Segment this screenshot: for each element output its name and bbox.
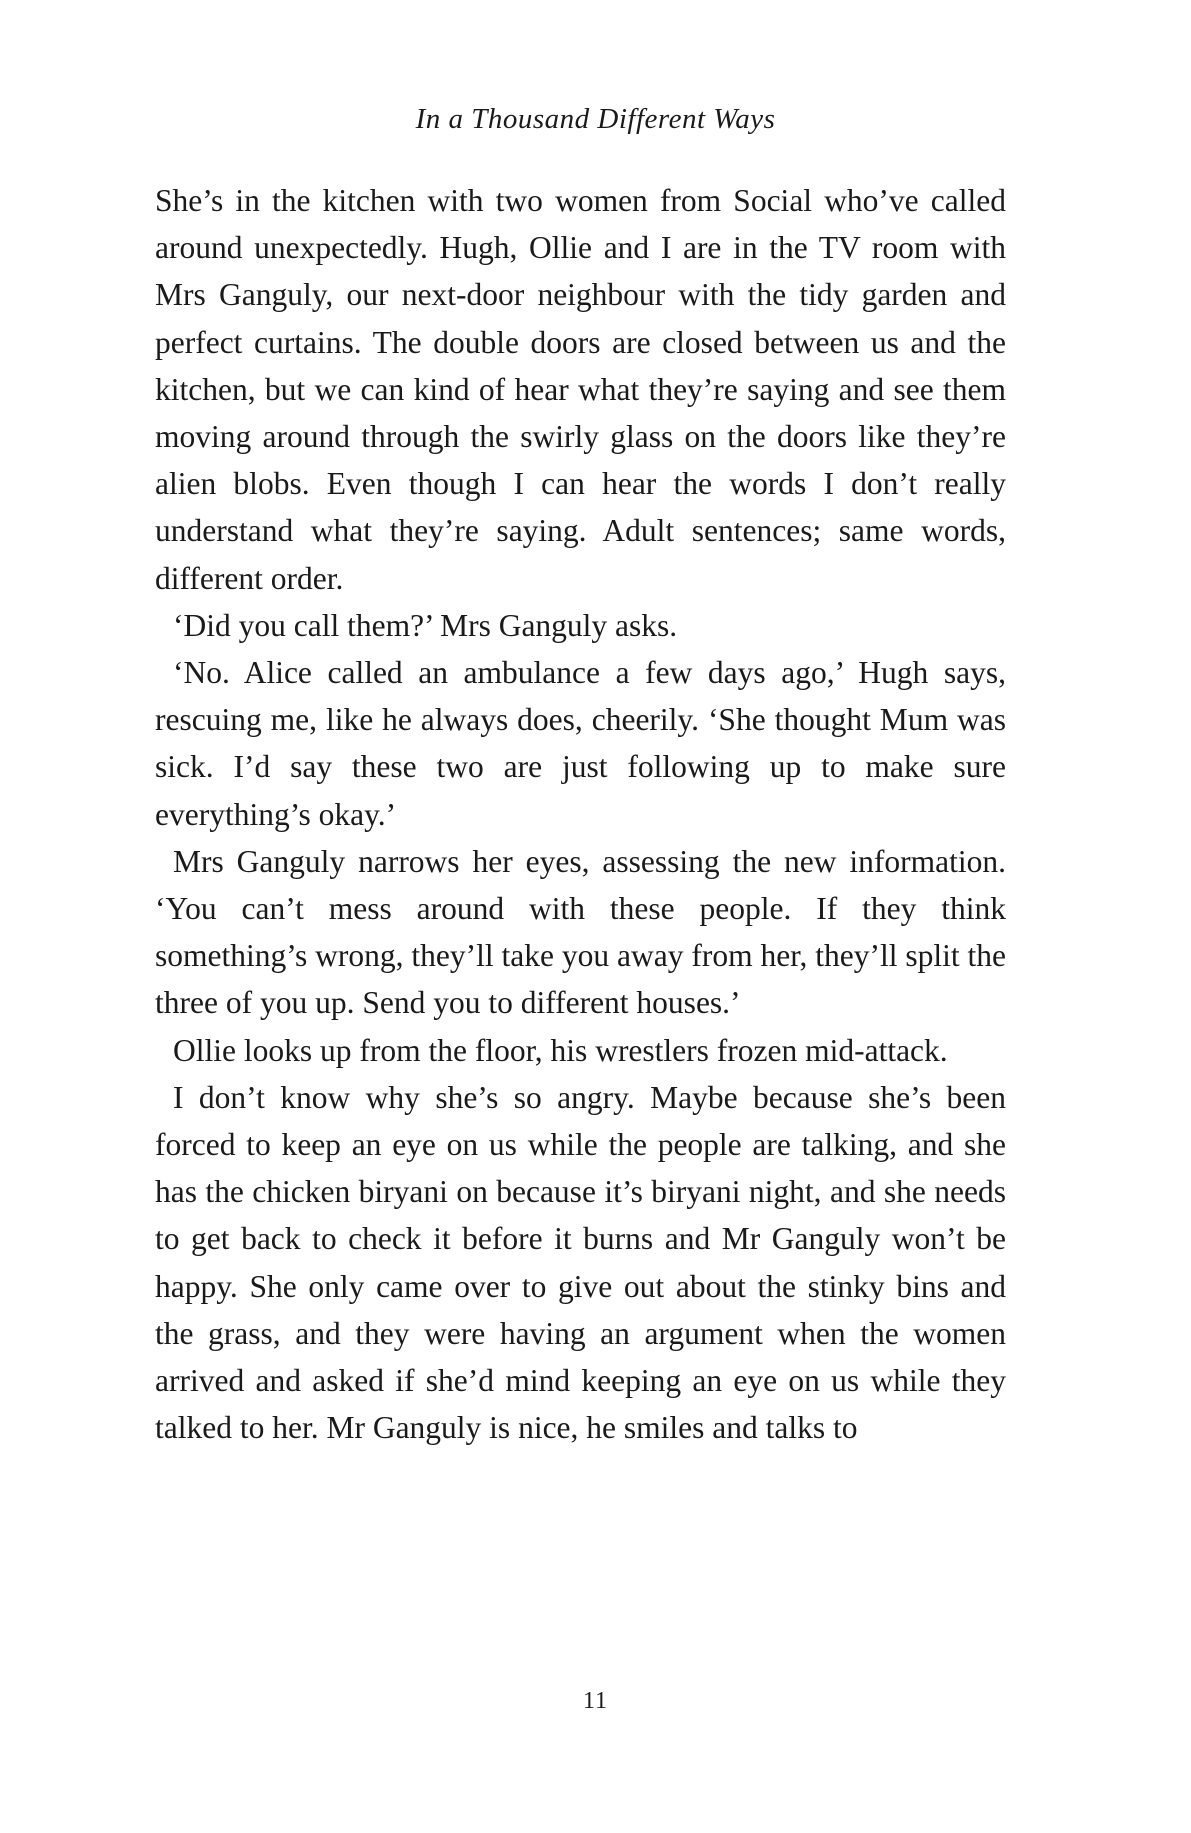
paragraph: I don’t know why she’s so angry. Maybe because she’s been forced to keep an eye on us while the people are talking, and she has the chicken biryani on because it’s biryani night, and she needs to get back to check it before it burns and Mr Ganguly won’t be happy. She only came over to give out about the stinky bins and the grass, and they were having an argument when the women arrived and asked if she’d mind keeping an eye on us while they talked to her. Mr Ganguly is nice, he smiles and talks to [155,1079,1006,1446]
paragraph: Mrs Ganguly narrows her eyes, assessing the new information. ‘You can’t mess around with these people. If they think something’s wrong, they’ll take you away from her, they’ll split the three of you up. Send you to different houses.’ [155,843,1006,1021]
page-number: 11 [582,1688,609,1714]
paragraph: She’s in the kitchen with two women from Social who’ve called around unexpectedly. Hugh, Ollie and I are in the TV room with Mrs Ganguly, our next-door neighbour with the tidy garden and perfect curtains. The double doors are closed between us and the kitchen, but we can kind of hear what they’re saying and see them moving around through the swirly glass on the doors like they’re alien blobs. Even though I can hear the words I don’t really understand what they’re saying. Adult sentences; same words, different order. [155,183,1006,596]
paragraph: ‘Did you call them?’ Mrs Ganguly asks. [173,607,678,643]
paragraph: Ollie looks up from the floor, his wrestlers frozen mid-attack. [173,1032,948,1068]
body-text [155,177,1006,1451]
paragraph: ‘No. Alice called an ambulance a few days ago,’ Hugh says, rescuing me, like he always does, cheerily. ‘She thought Mum was sick. I’d say these two are just following up to make sure everything’s okay.’ [155,655,1006,832]
running-head: In a Thousand Different Ways [415,103,776,135]
